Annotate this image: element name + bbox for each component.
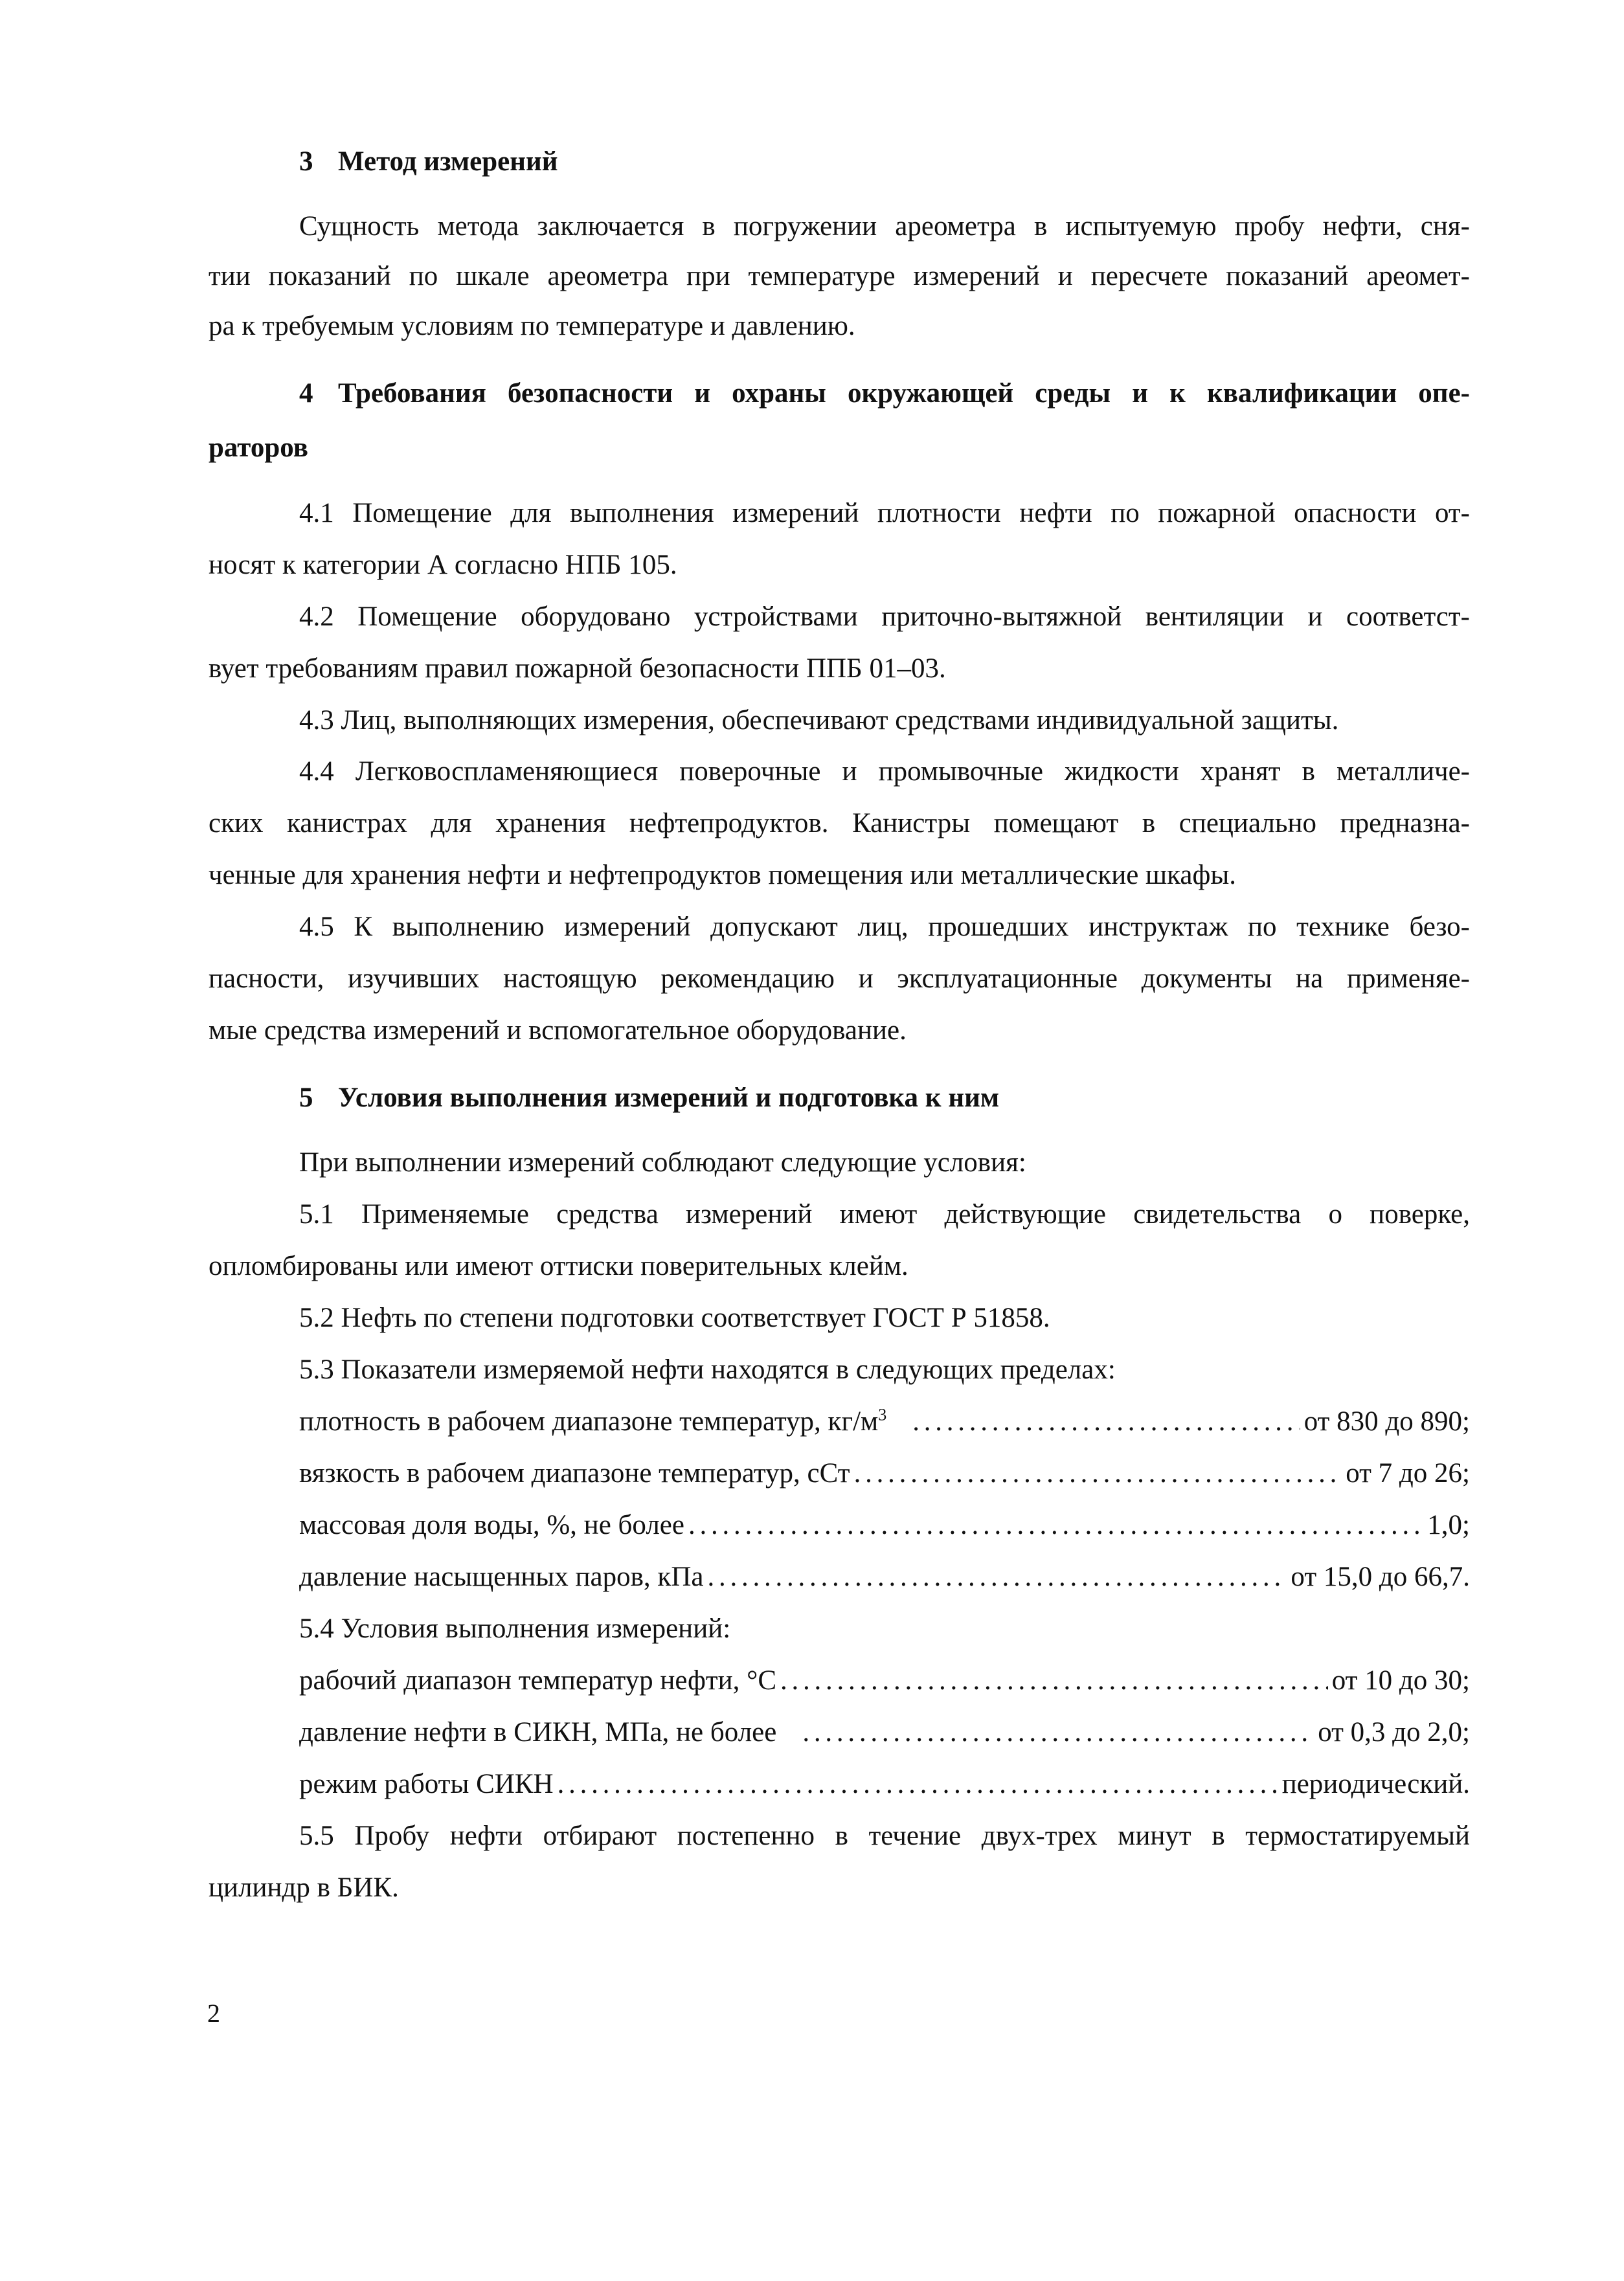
section-5-heading	[299, 1080, 999, 1116]
paragraph-5-1-line: 5.1 Применяемые средства измерений имеют действующие свидетельства о поверке,	[299, 1199, 1470, 1230]
param-label: давление нефти в СИКН, МПа, не более	[299, 1717, 777, 1747]
leader-dots	[780, 1663, 1328, 1699]
section-title: Метод измерений	[338, 146, 558, 177]
param-value: от 0,3 до 2,0;	[1318, 1717, 1470, 1747]
paragraph-4-4-line: 4.4 Легковоспламеняющиеся поверочные и промывочные жидкости хранят в металличе-	[299, 756, 1470, 787]
paragraph-5-2: 5.2 Нефть по степени подготовки соответствует ГОСТ Р 51858.	[299, 1303, 1050, 1333]
leader-dots	[688, 1507, 1423, 1544]
paragraph-4-5-line: мые средства измерений и вспомогательное оборудование.	[209, 1015, 907, 1046]
paragraph-5-4: 5.4 Условия выполнения измерений:	[299, 1613, 731, 1644]
meas-cond-temperature	[299, 1663, 1470, 1699]
paragraph-4-5-line: пасности, изучивших настоящую рекомендацию и эксплуатационные документы на применяе-	[209, 963, 1470, 994]
section-4-heading	[299, 376, 1470, 412]
paragraph-4-1-line: 4.1 Помещение для выполнения измерений плотности нефти по пожарной опасности от-	[299, 498, 1470, 528]
paragraph-4-4-line: ских канистрах для хранения нефтепродуктов. Канистры помещают в специально предназна-	[209, 808, 1470, 838]
section-title: Условия выполнения измерений и подготовка к ним	[338, 1083, 1000, 1113]
param-value: от 830 до 890;	[1303, 1406, 1470, 1437]
paragraph-5-3: 5.3 Показатели измеряемой нефти находятся в следующих пределах:	[299, 1354, 1116, 1385]
meas-cond-pressure	[299, 1714, 1470, 1751]
paragraph-5-1-line: опломбированы или имеют оттиски поверительных клейм.	[209, 1251, 908, 1281]
paragraph-5-5-line: цилиндр в БИК.	[209, 1872, 399, 1903]
paragraph-4-3-line: 4.3 Лиц, выполняющих измерения, обеспечивают средствами индивидуальной защиты.	[299, 705, 1339, 736]
leader-dots	[558, 1766, 1278, 1803]
param-value: периодический.	[1281, 1769, 1470, 1799]
page-number: 2	[207, 1999, 220, 2028]
param-value: от 15,0 до 66,7.	[1291, 1562, 1470, 1592]
section-number: 3	[299, 146, 313, 177]
param-value: от 10 до 30;	[1331, 1665, 1470, 1696]
paragraph-4-4-line: ченные для хранения нефти и нефтепродуктов помещения или металлические шкафы.	[209, 860, 1236, 890]
section-number: 4	[299, 378, 313, 409]
paragraph-line: Сущность метода заключается в погружении ареометра в испытуемую пробу нефти, сня-	[299, 211, 1470, 242]
paragraph-line: ра к требуемым условиям по температуре и давлению.	[209, 311, 855, 341]
param-label: рабочий диапазон температур нефти, °С	[299, 1665, 777, 1696]
paragraph-4-2-line: 4.2 Помещение оборудовано устройствами приточно-вытяжной вентиляции и соответст-	[299, 601, 1470, 632]
paragraph-line: тии показаний по шкале ареометра при температуре измерений и пересчете показаний ареомет-	[209, 261, 1470, 291]
section-3-heading	[299, 144, 558, 180]
section-number: 5	[299, 1083, 313, 1113]
leader-dots	[912, 1404, 1300, 1440]
paragraph-4-5-line: 4.5 К выполнению измерений допускают лиц, прошедших инструктаж по технике безо-	[299, 912, 1470, 942]
oil-param-viscosity	[299, 1455, 1470, 1492]
param-value: от 7 до 26;	[1346, 1458, 1470, 1489]
leader-dots	[707, 1559, 1287, 1595]
oil-param-density	[299, 1404, 1470, 1440]
param-label: плотность в рабочем диапазоне температур, $кг/м^3$	[299, 1405, 887, 1437]
paragraph-5-5-line: 5.5 Пробу нефти отбирают постепенно в течение двух-трех минут в термостатируемый	[299, 1821, 1470, 1851]
param-label: массовая доля воды, %, не более	[299, 1510, 684, 1540]
oil-param-water	[299, 1507, 1470, 1544]
param-value: 1,0;	[1427, 1510, 1470, 1540]
paragraph-4-2-line: вует требованиям правил пожарной безопасности ППБ 01–03.	[209, 653, 946, 684]
leader-dots	[802, 1714, 1314, 1751]
section-5-intro: При выполнении измерений соблюдают следующие условия:	[299, 1147, 1026, 1178]
section-4-heading-cont: раторов	[209, 433, 308, 463]
paragraph-4-1-line: носят к категории А согласно НПБ 105.	[209, 550, 677, 580]
param-label: режим работы СИКН	[299, 1769, 554, 1799]
meas-cond-mode	[299, 1766, 1470, 1803]
section-title: Требования безопасности и охраны окружающей среды и к квалификации опе-	[338, 378, 1470, 409]
param-label: вязкость в рабочем диапазоне температур, сСт	[299, 1458, 850, 1489]
param-label: давление насыщенных паров, кПа	[299, 1562, 704, 1592]
leader-dots	[854, 1455, 1342, 1492]
oil-param-vapor-pressure	[299, 1559, 1470, 1595]
